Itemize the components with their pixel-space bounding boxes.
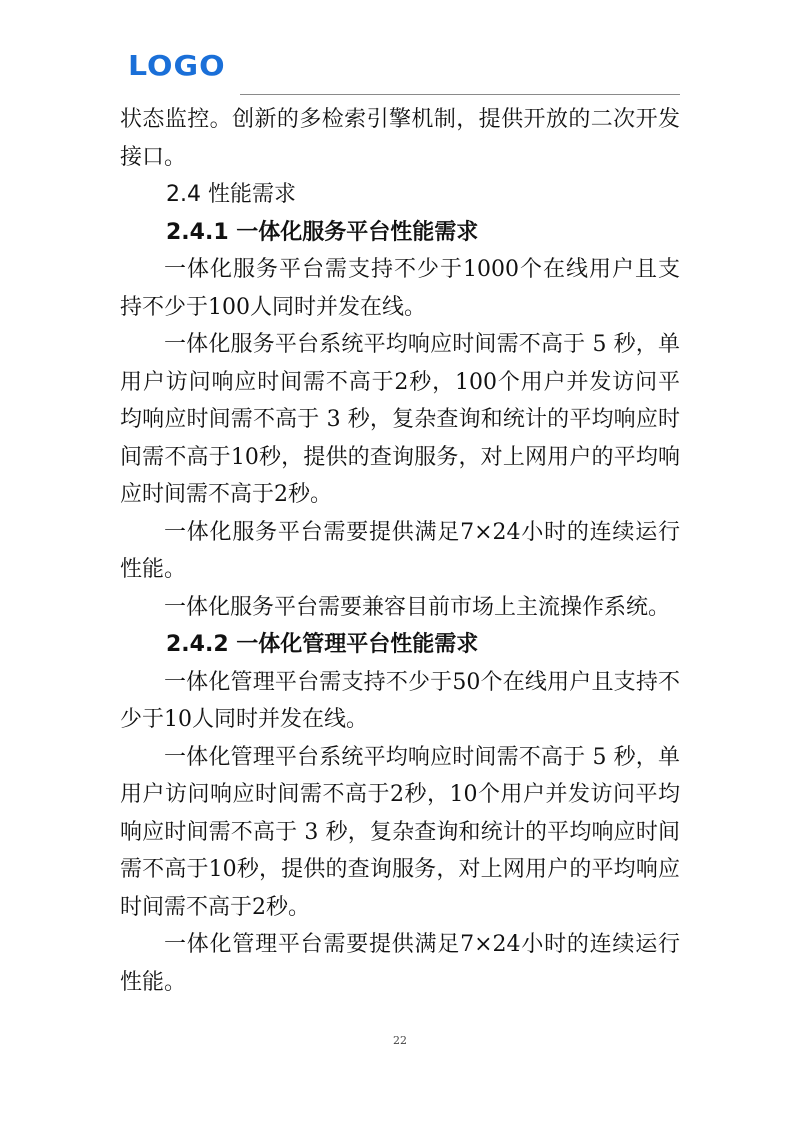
- header-divider: [240, 94, 680, 95]
- paragraph-service-compat: 一体化服务平台需要兼容目前市场上主流操作系统。: [164, 594, 671, 620]
- section-heading: 2.4 性能需求: [166, 182, 296, 207]
- subsection-heading-1: 2.4.1 一体化服务平台性能需求: [166, 219, 479, 245]
- page-number: 22: [393, 1034, 407, 1047]
- subsection-heading-2: 2.4.2 一体化管理平台性能需求: [166, 632, 479, 657]
- paragraph-manage-uptime: 一体化管理平台需要提供满足7×24小时的连续运行性能。: [120, 932, 680, 995]
- paragraph-manage-users: 一体化管理平台需支持不少于50个在线用户且支持不少于10人同时并发在线。: [120, 669, 680, 732]
- paragraph-service-uptime: 一体化服务平台需要提供满足7×24小时的连续运行性能。: [120, 519, 680, 582]
- paragraph-manage-response: 一体化管理平台系统平均响应时间需不高于 5 秒，单用户访问响应时间需不高于2秒，10个用户并发访问平均响应时间需不高于 3 秒，复杂查询和统计的平均响应时间需不高于10秒，提供的查询服务，对上网用户的平均响应时间需不高于2秒。: [120, 744, 680, 920]
- paragraph-service-users: 一体化服务平台需支持不少于1000个在线用户且支持不少于100人同时并发在线。: [120, 257, 680, 320]
- logo: LOGO: [128, 50, 226, 83]
- paragraph-service-response: 一体化服务平台系统平均响应时间需不高于 5 秒，单用户访问响应时间需不高于2秒，100个用户并发访问平均响应时间需不高于 3 秒，复杂查询和统计的平均响应时间需不高于10秒，提供的查询服务，对上网用户的平均响应时间需不高于2秒。: [120, 332, 680, 507]
- paragraph-intro-continuation: 状态监控。创新的多检索引擎机制，提供开放的二次开发接口。: [120, 107, 680, 170]
- document-body: [120, 101, 680, 1001]
